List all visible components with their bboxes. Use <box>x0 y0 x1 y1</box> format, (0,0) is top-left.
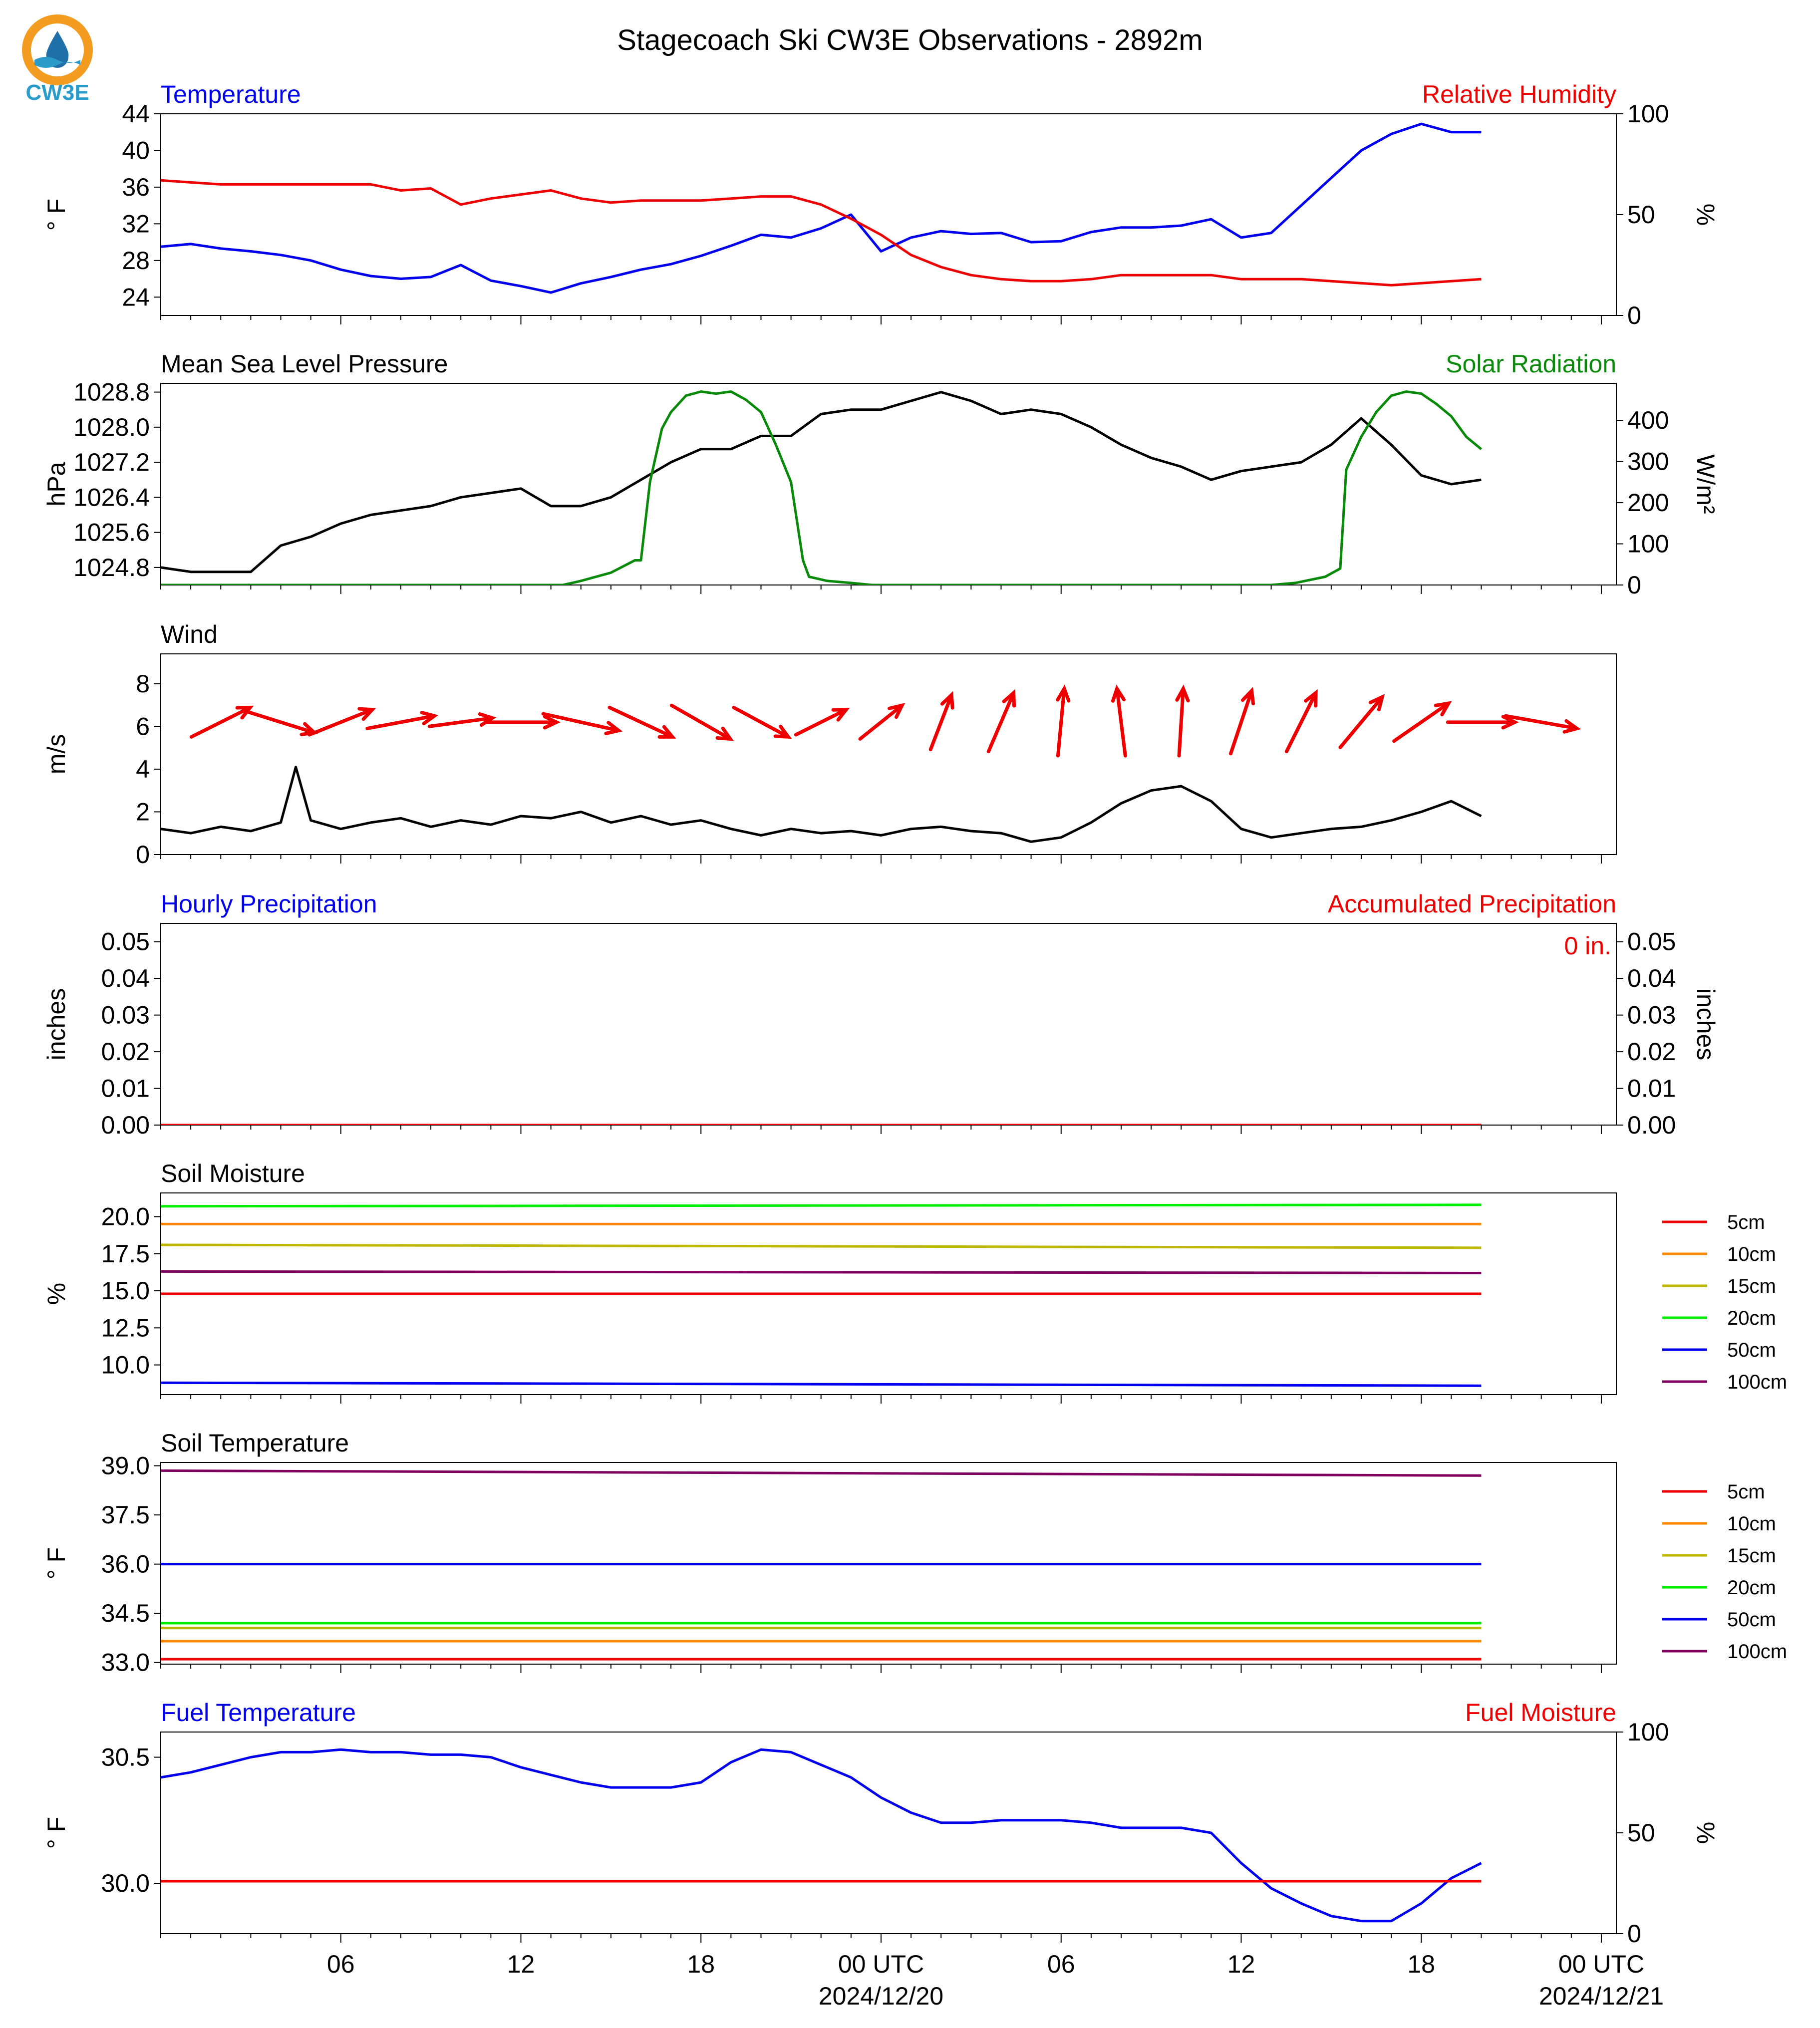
wind-direction-arrows <box>191 689 1577 756</box>
wind-arrow <box>930 695 952 749</box>
y-tick-label: 0 <box>136 841 150 869</box>
series-relative-humidity <box>161 180 1481 285</box>
y2-tick-label: 0.00 <box>1627 1111 1676 1139</box>
y-tick-label: 0.03 <box>101 1001 150 1029</box>
wind-arrow <box>1177 689 1188 756</box>
y-tick-label: 1027.2 <box>73 448 150 477</box>
y-tick-label: 36.0 <box>101 1550 150 1578</box>
wind-arrow <box>429 714 492 727</box>
panel-title-left: Temperature <box>161 80 301 108</box>
y2-tick-label: 0 <box>1627 571 1641 599</box>
wind-arrow <box>1448 717 1515 728</box>
wind-arrow <box>247 712 314 735</box>
panel-soil_moisture <box>42 1159 1787 1404</box>
wind-arrow <box>1058 689 1069 756</box>
plot-frame <box>161 1732 1616 1934</box>
y-tick-label: 30.5 <box>101 1743 150 1771</box>
wind-arrow <box>1394 703 1449 741</box>
cw3e-logo <box>25 19 89 105</box>
wind-arrow <box>734 707 788 737</box>
y2-tick-label: 100 <box>1627 530 1669 558</box>
y2-axis-label: inches <box>1692 988 1720 1061</box>
series-temperature <box>161 124 1481 292</box>
x-tick-label: 18 <box>1407 1950 1436 1978</box>
panel-title-left: Wind <box>161 620 218 648</box>
panel-title-right: Solar Radiation <box>1446 350 1616 378</box>
y-axis-label: inches <box>42 988 70 1061</box>
y2-axis-label: W/m² <box>1692 454 1720 514</box>
y2-tick-label: 0.03 <box>1627 1001 1676 1029</box>
y2-tick-label: 0.05 <box>1627 927 1676 956</box>
y-tick-label: 24 <box>122 283 150 311</box>
wind-arrow <box>1340 697 1382 747</box>
y2-tick-label: 0 <box>1627 301 1641 329</box>
y2-tick-label: 100 <box>1627 100 1669 128</box>
legend-label: 10cm <box>1727 1243 1776 1265</box>
panel-pressure_solar <box>42 350 1720 599</box>
wind-arrow <box>1113 689 1125 756</box>
y-tick-label: 4 <box>136 755 150 783</box>
wind-arrow <box>1230 691 1253 754</box>
x-date-label: 2024/12/20 <box>818 1982 944 2010</box>
x-tick-label: 00 UTC <box>1558 1950 1645 1978</box>
plot-frame <box>161 654 1616 855</box>
series-solar-radiation <box>161 392 1481 585</box>
wind-arrow <box>485 717 557 728</box>
logo-text: CW3E <box>25 80 89 105</box>
y-axis-label: m/s <box>42 734 70 775</box>
y-tick-label: 44 <box>122 100 150 128</box>
y-tick-label: 1025.6 <box>73 518 150 547</box>
y-tick-label: 6 <box>136 712 150 741</box>
series-20cm <box>161 1205 1481 1206</box>
panel-title-right: Relative Humidity <box>1422 80 1616 108</box>
legend-label: 15cm <box>1727 1275 1776 1297</box>
legend-label: 5cm <box>1727 1211 1765 1233</box>
y-tick-label: 32 <box>122 210 150 238</box>
y-tick-label: 1028.0 <box>73 413 150 441</box>
panel-soil_temperature <box>42 1429 1787 1677</box>
legend-label: 10cm <box>1727 1513 1776 1535</box>
wind-arrow <box>796 710 846 735</box>
y-tick-label: 0.04 <box>101 964 150 993</box>
y-axis-label: ° F <box>42 1816 70 1849</box>
panel-title-left: Fuel Temperature <box>161 1699 356 1727</box>
series-100cm <box>161 1271 1481 1273</box>
wind-arrow <box>367 713 434 729</box>
y-axis-label: % <box>42 1282 70 1305</box>
y-tick-label: 20.0 <box>101 1202 150 1231</box>
legend-label: 100cm <box>1727 1641 1788 1663</box>
legend-label: 50cm <box>1727 1609 1776 1631</box>
panel-title-left: Hourly Precipitation <box>161 890 377 918</box>
wind-arrow <box>671 705 730 739</box>
legend-label: 20cm <box>1727 1307 1776 1329</box>
wind-arrow <box>191 707 250 737</box>
y-tick-label: 0.01 <box>101 1074 150 1103</box>
x-tick-label: 06 <box>326 1950 355 1978</box>
y2-tick-label: 0.02 <box>1627 1038 1676 1066</box>
x-tick-label: 12 <box>507 1950 535 1978</box>
legend-label: 15cm <box>1727 1545 1776 1567</box>
y-axis-label: hPa <box>42 462 70 507</box>
y2-tick-label: 0.04 <box>1627 964 1676 993</box>
y-axis-label: ° F <box>42 1547 70 1580</box>
y2-tick-label: 400 <box>1627 406 1669 435</box>
legend-label: 100cm <box>1727 1371 1788 1393</box>
series-15cm <box>161 1245 1481 1248</box>
plot-frame <box>161 923 1616 1125</box>
series-100cm <box>161 1470 1481 1475</box>
y-tick-label: 1024.8 <box>73 553 150 581</box>
accumulated-total-annotation: 0 in. <box>1564 932 1611 960</box>
y-tick-label: 17.5 <box>101 1239 150 1268</box>
y-tick-label: 0.00 <box>101 1111 150 1139</box>
y-tick-label: 0.05 <box>101 927 150 956</box>
y2-tick-label: 0 <box>1627 1920 1641 1948</box>
wind-arrow <box>860 705 902 739</box>
wind-arrow <box>1506 716 1577 732</box>
y-tick-label: 40 <box>122 136 150 165</box>
y2-tick-label: 300 <box>1627 447 1669 476</box>
y-tick-label: 1026.4 <box>73 483 150 512</box>
series-fuel-temperature <box>161 1749 1481 1921</box>
y-tick-label: 30.0 <box>101 1869 150 1897</box>
x-tick-label: 18 <box>687 1950 715 1978</box>
y-tick-label: 12.5 <box>101 1314 150 1342</box>
y-tick-label: 0.02 <box>101 1038 150 1066</box>
y-tick-label: 15.0 <box>101 1277 150 1305</box>
y2-tick-label: 0.01 <box>1627 1074 1676 1103</box>
y2-axis-label: % <box>1692 203 1720 226</box>
panel-precipitation <box>42 890 1720 1139</box>
y-tick-label: 34.5 <box>101 1599 150 1628</box>
y-tick-label: 8 <box>136 669 150 698</box>
y2-tick-label: 50 <box>1627 201 1655 229</box>
y-tick-label: 28 <box>122 246 150 275</box>
legend <box>1662 1211 1787 1393</box>
x-tick-label: 12 <box>1227 1950 1255 1978</box>
x-tick-label: 06 <box>1047 1950 1075 1978</box>
plot-frame <box>161 383 1616 585</box>
wind-arrow <box>609 707 672 737</box>
panel-title-right: Fuel Moisture <box>1465 1699 1616 1727</box>
figure-title: Stagecoach Ski CW3E Observations - 2892m <box>617 24 1203 56</box>
wind-arrow <box>1286 693 1316 752</box>
y-tick-label: 37.5 <box>101 1501 150 1529</box>
panel-wind <box>42 620 1616 869</box>
y-tick-label: 2 <box>136 798 150 826</box>
wind-arrow <box>309 709 372 735</box>
y2-tick-label: 100 <box>1627 1718 1669 1746</box>
panel-title-right: Accumulated Precipitation <box>1327 890 1616 918</box>
series-50cm <box>161 1383 1481 1386</box>
legend-label: 50cm <box>1727 1339 1776 1361</box>
y2-axis-label: % <box>1692 1821 1720 1844</box>
y-tick-label: 39.0 <box>101 1451 150 1480</box>
series-mean-sea-level-pressure <box>161 392 1481 572</box>
x-date-label: 2024/12/21 <box>1538 1982 1664 2010</box>
y-tick-label: 33.0 <box>101 1648 150 1677</box>
x-tick-label: 00 UTC <box>838 1950 924 1978</box>
panel-title-left: Soil Moisture <box>161 1159 305 1187</box>
panel-title-left: Mean Sea Level Pressure <box>161 350 448 378</box>
y-tick-label: 1028.8 <box>73 378 150 406</box>
series-wind-speed <box>161 767 1481 842</box>
panel-temperature_humidity <box>42 80 1720 329</box>
y-axis-label: ° F <box>42 198 70 231</box>
legend <box>1662 1481 1787 1663</box>
panel-fuel <box>42 1699 1720 2010</box>
y-tick-label: 36 <box>122 173 150 201</box>
y2-tick-label: 200 <box>1627 489 1669 517</box>
legend-label: 20cm <box>1727 1577 1776 1599</box>
y2-tick-label: 50 <box>1627 1819 1655 1847</box>
y-tick-label: 10.0 <box>101 1351 150 1379</box>
wind-arrow <box>988 693 1014 752</box>
panel-title-left: Soil Temperature <box>161 1429 349 1457</box>
legend-label: 5cm <box>1727 1481 1765 1503</box>
